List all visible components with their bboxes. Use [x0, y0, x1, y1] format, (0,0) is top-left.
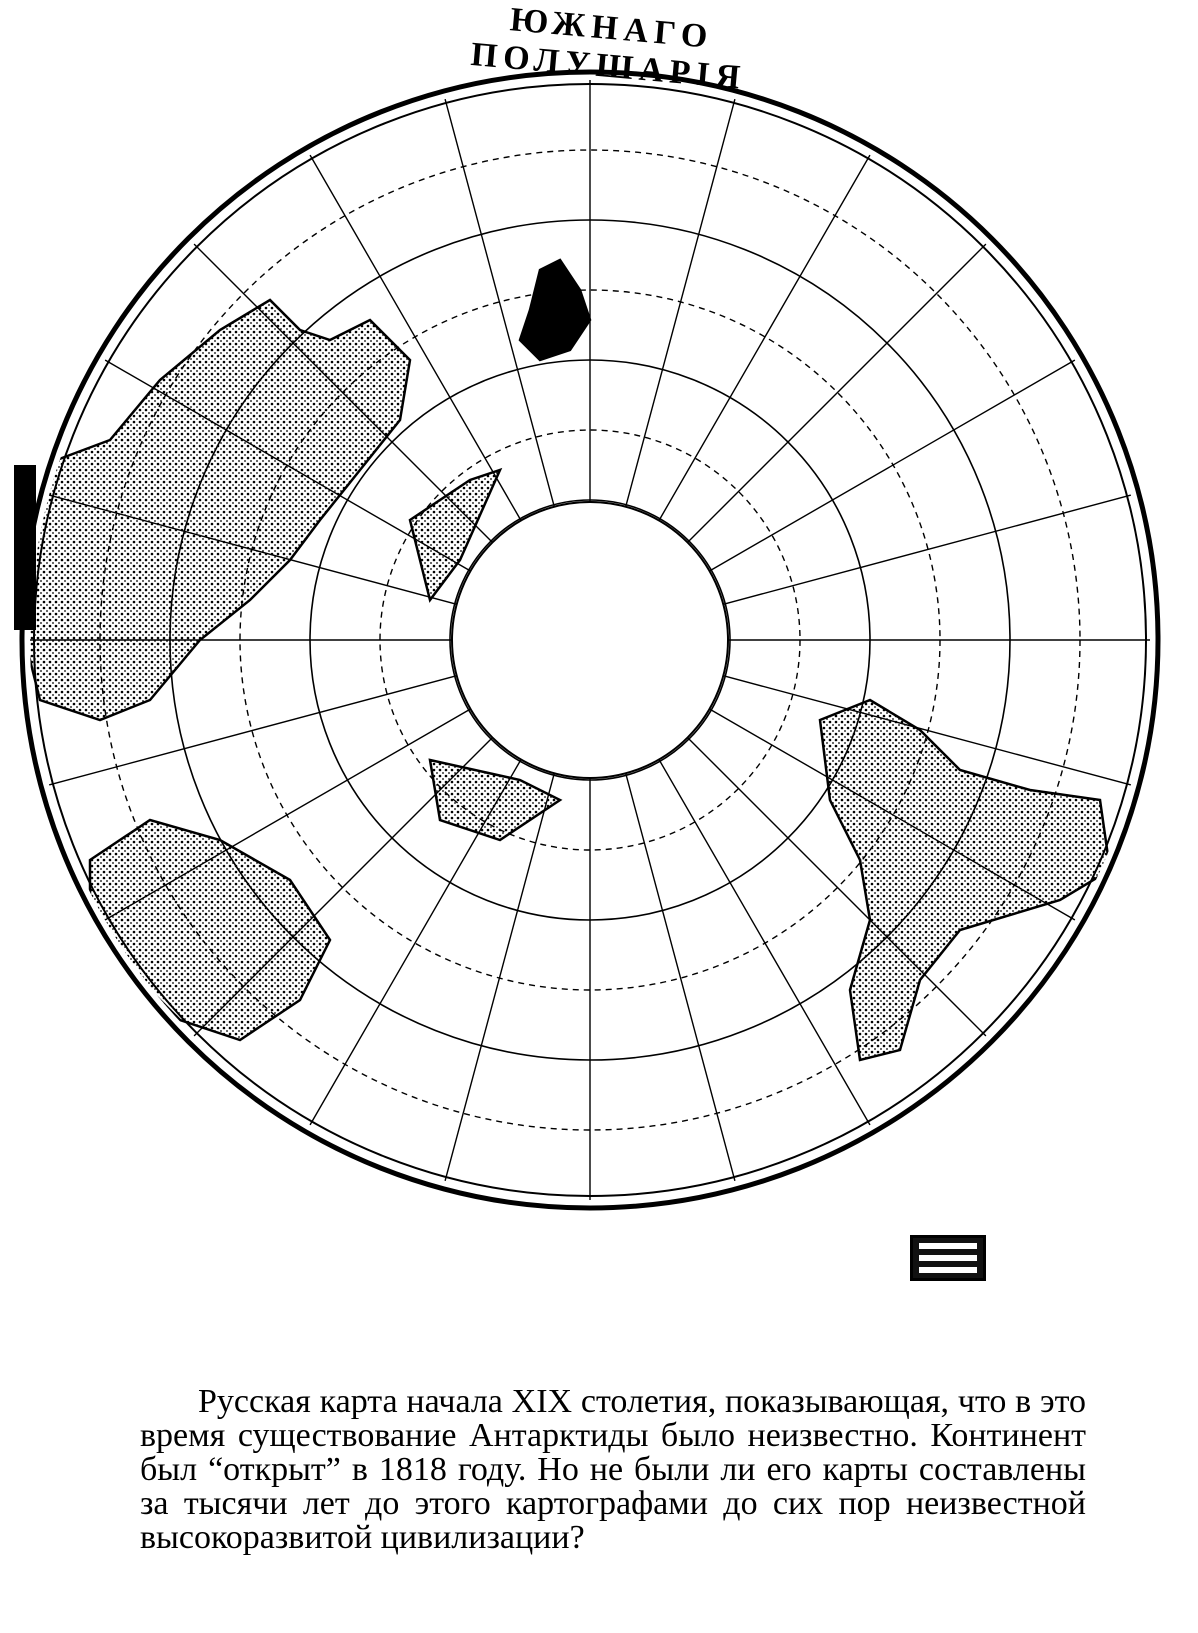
- meridian-line: [723, 495, 1131, 604]
- new-zealand: [520, 260, 590, 360]
- map-title: ЮЖНАГО ПОЛУШАРІЯ: [469, 1, 748, 97]
- pole-center: [452, 502, 728, 778]
- australia-landmass: [20, 300, 410, 720]
- scale-box-icon: [910, 1235, 986, 1281]
- caption-text: Русская карта начала XIX столетия, показывающая, что в это время существование Антарктиды было неизвестно. Континент был “открыт” в 1818 году. Но не были ли его карты составлены за тысячи лет до этого картографами до сих пор неизвестной высокоразвитой цивилизации?: [140, 1383, 1086, 1556]
- meridian-line: [626, 99, 735, 507]
- figure-caption: [140, 1385, 1086, 1555]
- africa-landmass: [90, 820, 330, 1040]
- meridian-line: [626, 773, 735, 1181]
